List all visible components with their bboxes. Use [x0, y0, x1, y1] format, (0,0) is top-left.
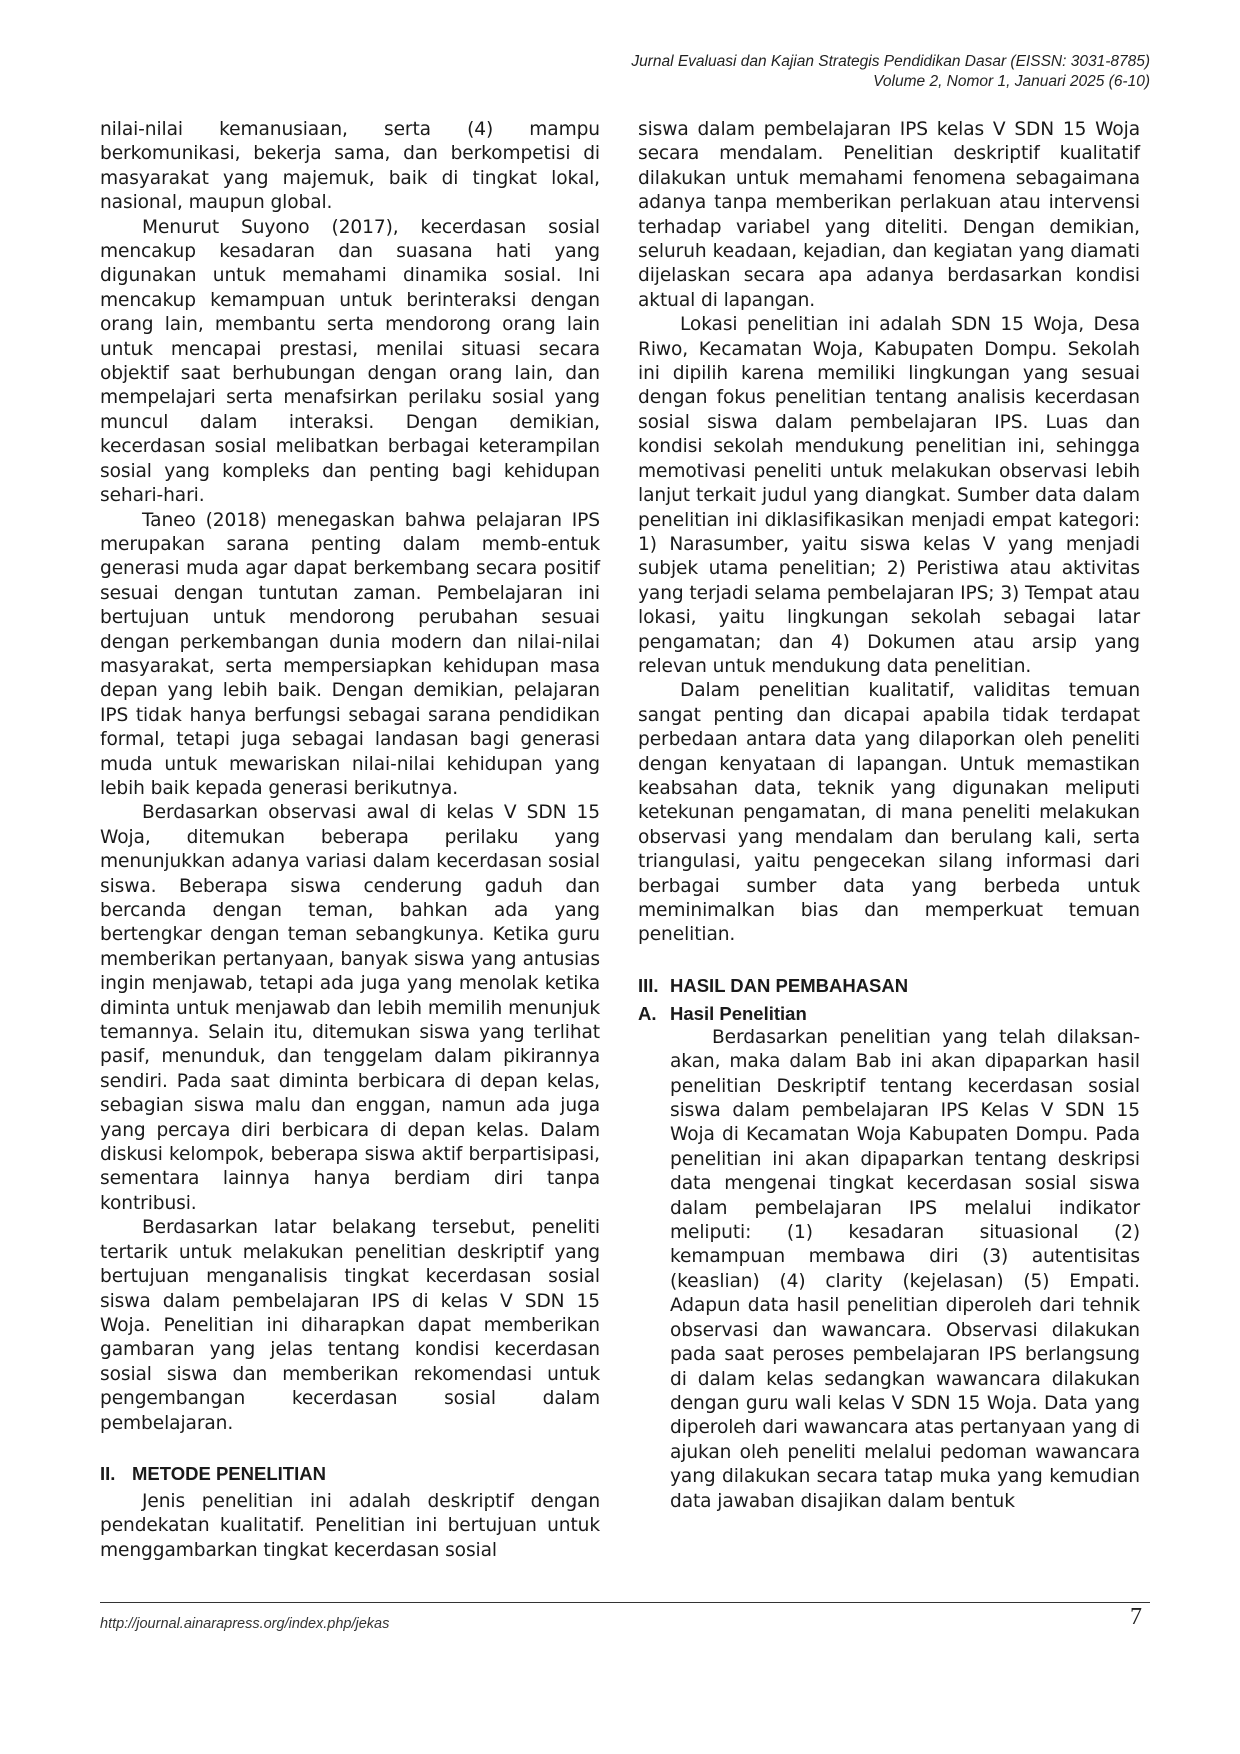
section-title: HASIL DAN PEMBAHASAN	[670, 974, 909, 996]
section-title: METODE PENELITIAN	[132, 1462, 326, 1484]
page-number: 7	[1130, 1604, 1142, 1630]
paragraph: nilai-nilai kemanusiaan, serta (4) mampu berkomunikasi, bekerja sama, dan berkompetisi di masyarakat yang majemuk, baik di tingkat lokal, nasional, maupun global.	[100, 119, 600, 214]
paragraph: Menurut Suyono (2017), kecerdasan sosial mencakup kesadaran dan suasana hati yang digunakan untuk memahami dinamika sosial. Ini mencakup kemampuan untuk berinteraksi dengan orang lain, membantu serta mendorong orang lain untuk mencapai prestasi, menilai situasi secara objektif saat berhubungan dengan orang lain, dan mempelajari serta menafsirkan perilaku sosial yang muncul dalam interaksi. Dengan demikian, kecerdasan sosial melibatkan berbagai keterampilan sosial yang kompleks dan penting bagi kehidupan sehari-hari.	[100, 216, 600, 507]
section-heading-methods	[100, 1462, 600, 1486]
footer-url[interactable]: http://journal.ainarapress.org/index.php/jekas	[100, 1616, 390, 1632]
paragraph: Lokasi penelitian ini adalah SDN 15 Woja, Desa Riwo, Kecamatan Woja, Kabupaten Dompu. Sekolah ini dipilih karena memiliki lingkungan yang sesuai dengan fokus penelitian tentang analisis kecerdasan sosial siswa dalam pembelajaran IPS. Luas dan kondisi sekolah mendukung penelitian ini, sehingga memotivasi peneliti untuk melakukan observasi lebih lanjut terkait judul yang diangkat. Sumber data dalam penelitian ini diklasifikasikan menjadi empat kategori: 1) Narasumber, yaitu siswa kelas V yang menjadi subjek utama penelitian; 2) Peristiwa atau aktivitas yang terjadi selama pembelajaran IPS; 3) Tempat atau lokasi, yaitu lingkungan sekolah sebagai latar pengamatan; dan 4) Dokumen atau arsip yang relevan untuk mendukung data penelitian.	[638, 314, 1140, 677]
paragraph: Berdasarkan observasi awal di kelas V SDN 15 Woja, ditemukan beberapa perilaku yang menunjukkan adanya variasi dalam kecerdasan sosial siswa. Beberapa siswa cenderung gaduh dan bercanda dengan teman, bahkan ada yang bertengkar dengan teman sebangkunya. Ketika guru memberikan pertanyaan, banyak siswa yang antusias ingin menjawab, tetapi ada juga yang menolak ketika diminta untuk menjawab dan lebih memilih menunjuk temannya. Selain itu, ditemukan siswa yang terlihat pasif, menunduk, dan tenggelam dalam pikirannya sendiri. Pada saat diminta berbicara di depan kelas, sebagian siswa malu dan enggan, namun ada juga yang percaya diri berbicara di depan kelas. Dalam diskusi kelompok, beberapa siswa aktif berpartisipasi, sementara lainnya hanya berdiam diri tanpa kontribusi.	[100, 802, 600, 1214]
running-header	[631, 52, 1150, 92]
paragraph: siswa dalam pembelajaran IPS kelas V SDN 15 Woja secara mendalam. Penelitian deskriptif kualitatif dilakukan untuk memahami fenomena sebagaimana adanya tanpa memberikan perlakuan atau intervensi terhadap variabel yang diteliti. Dengan demikian, seluruh keadaan, kejadian, dan kegiatan yang diamati dijelaskan secara apa adanya berdasarkan kondisi aktual di lapangan.	[638, 119, 1140, 311]
section-heading-results	[638, 974, 1140, 998]
paragraph: Berdasarkan penelitian yang telah dilaksan-akan, maka dalam Bab ini akan dipaparkan hasil penelitian Deskriptif tentang kecerdasan sosial siswa dalam pembelajaran IPS Kelas V SDN 15 Woja di Kecamatan Woja Kabupaten Dompu. Pada penelitian ini akan dipaparkan tentang deskripsi data mengenai tingkat kecerdasan sosial siswa dalam pembelajaran IPS melalui indikator meliputi: (1) kesadaran situasional (2) kemampuan membawa diri (3) autentisitas (keaslian) (4) clarity (kejelasan) (5) Empati. Adapun data hasil penelitian diperoleh dari tehnik observasi dan wawancara. Observasi dilakukan pada saat peroses pembelajaran IPS berlangsung di dalam kelas sedangkan wawancara dilakukan dengan guru wali kelas V SDN 15 Woja. Data yang diperoleh dari wawancara atas pertanyaan yang di ajukan oleh peneliti melalui pedoman wawancara yang dilakukan secara tatap muka yang kemudian data jawaban disajikan dalam bentuk	[670, 1026, 1140, 1512]
subsection-number: A.	[638, 1002, 657, 1024]
right-column	[638, 118, 1140, 1514]
paragraph: Berdasarkan latar belakang tersebut, peneliti tertarik untuk melakukan penelitian deskriptif yang bertujuan menganalisis tingkat kecerdasan sosial siswa dalam pembelajaran IPS di kelas V SDN 15 Woja. Penelitian ini diharapkan dapat memberikan gambaran yang jelas tentang kondisi kecerdasan sosial siswa dan memberikan rekomendasi untuk pengembangan kecerdasan sosial dalam pembelajaran.	[100, 1217, 600, 1434]
section-number: II.	[100, 1462, 116, 1484]
paragraph: Taneo (2018) menegaskan bahwa pelajaran IPS merupakan sarana penting dalam memb-entuk generasi muda agar dapat berkembang secara positif sesuai dengan tuntutan zaman. Pembelajaran ini bertujuan untuk mendorong perubahan sesuai dengan perkembangan dunia modern dan nilai-nilai masyarakat, serta mempersiapkan kehidupan masa depan yang lebih baik. Dengan demikian, pelajaran IPS tidak hanya berfungsi sebagai sarana pendidikan formal, tetapi juga sebagai landasan bagi generasi muda untuk mewariskan nilai-nilai kehidupan yang lebih baik kepada generasi berikutnya.	[100, 509, 600, 799]
subsection-heading	[638, 1002, 1140, 1026]
subsection-title: Hasil Penelitian	[670, 1002, 807, 1024]
left-column	[100, 118, 600, 1563]
paragraph: Dalam penelitian kualitatif, validitas temuan sangat penting dan dicapai apabila tidak terdapat perbedaan antara data yang dilaporkan oleh peneliti dengan kenyataan di lapangan. Untuk memastikan keabsahan data, teknik yang digunakan meliputi ketekunan pengamatan, di mana peneliti melakukan observasi yang mendalam dan berulang kali, serta triangulasi, yaitu pengecekan silang informasi dari berbagai sumber data yang berbeda untuk meminimalkan bias dan memperkuat temuan penelitian.	[638, 680, 1140, 946]
section-number: III.	[638, 974, 659, 996]
volume-info: Volume 2, Nomor 1, Januari 2025 (6-10)	[873, 73, 1150, 90]
footer-rule	[100, 1602, 1150, 1603]
paragraph: Jenis penelitian ini adalah deskriptif dengan pendekatan kualitatif. Penelitian ini bertujuan untuk menggambarkan tingkat kecerdasan sosial	[100, 1490, 600, 1561]
journal-title: Jurnal Evaluasi dan Kajian Strategis Pendidikan Dasar (EISSN: 3031-8785)	[631, 53, 1150, 70]
subsection-body	[638, 1026, 1140, 1514]
